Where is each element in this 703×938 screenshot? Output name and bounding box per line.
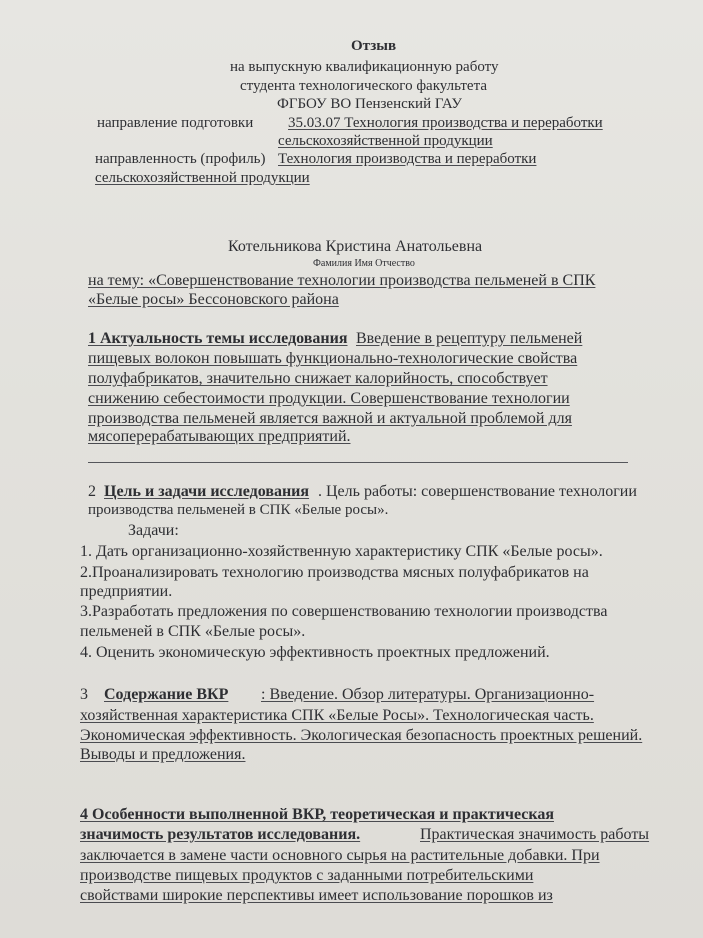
task-item: предприятии.: [80, 583, 173, 600]
profile-value-2: сельскохозяйственной продукции: [95, 170, 310, 186]
section-4-line: свойствами широкие перспективы имеет использование порошков из: [80, 887, 553, 904]
topic-line-2: «Белые росы» Бессоновского района: [88, 291, 339, 308]
header-line-2: студента технологического факультета: [240, 78, 487, 94]
header-line-3: ФГБОУ ВО Пензенский ГАУ: [277, 96, 463, 112]
task-item: 2.Проанализировать технологию производства мясных полуфабрикатов на: [80, 564, 589, 581]
profile-label: направленность (профиль): [95, 151, 266, 167]
section-2-heading: Цель и задачи исследования: [104, 483, 310, 500]
section-3-number: 3: [80, 686, 88, 703]
direction-value-1: 35.03.07 Технология производства и переработки: [288, 115, 603, 131]
task-item: 3.Разработать предложения по совершенствованию технологии производства: [80, 603, 608, 620]
topic-line-1: на тему: «Совершенствование технологии производства пельменей в СПК: [88, 272, 596, 289]
section-4-heading-line-1: 4 Особенности выполненной ВКР, теоретическая и практическая: [80, 806, 554, 823]
section-3-heading: Содержание ВКР: [104, 686, 229, 703]
student-name-caption: Фамилия Имя Отчество: [313, 258, 415, 269]
section-3-line: : Введение. Обзор литературы. Организационно-: [261, 686, 595, 703]
profile-value-1: Технология производства и переработки: [278, 151, 537, 167]
section-4-line: Практическая значимость работы: [420, 826, 650, 843]
section-1-line: производства пельменей является важной и актуальной проблемой для: [88, 410, 572, 427]
section-4-line: производстве пищевых продуктов с заданными потребительскими: [80, 867, 534, 884]
section-4-heading-line-2: значимость результатов исследования.: [80, 826, 361, 843]
direction-value-2: сельскохозяйственной продукции: [278, 133, 493, 149]
header-line-1: на выпускную квалификационную работу: [230, 59, 499, 75]
section-2-goal-line-2: производства пельменей в СПК «Белые росы».: [88, 502, 389, 518]
section-4-line: заключается в замене части основного сырья на растительные добавки. При: [80, 847, 600, 864]
section-2-goal-line-1: . Цель работы: совершенствование технологии: [318, 483, 637, 500]
section-2-number: 2: [88, 483, 96, 500]
section-1-line: Введение в рецептуру пельменей: [356, 330, 583, 347]
section-1-line: полуфабрикатов, значительно снижает калорийность, способствует: [88, 370, 548, 387]
section-1-line: пищевых волокон повышать функционально-технологические свойства: [88, 350, 578, 367]
section-divider: [88, 462, 628, 463]
student-name: Котельникова Кристина Анатольевна: [228, 238, 483, 255]
task-item: 1. Дать организационно-хозяйственную характеристику СПК «Белые росы».: [80, 543, 603, 560]
section-3-line: хозяйственная характеристика СПК «Белые Росы». Технологическая часть.: [80, 707, 594, 724]
section-3-line: Выводы и предложения.: [80, 746, 246, 763]
document-title: Отзыв: [351, 38, 397, 54]
section-1-line: снижению себестоимости продукции. Совершенствование технологии: [88, 390, 570, 407]
task-item: 4. Оценить экономическую эффективность проектных предложений.: [80, 644, 550, 661]
section-1-line: мясоперерабатывающих предприятий.: [88, 428, 351, 445]
direction-label: направление подготовки: [97, 115, 254, 131]
section-3-line: Экономическая эффективность. Экологическая безопасность проектных решений.: [80, 727, 643, 744]
task-item: пельменей в СПК «Белые росы».: [80, 623, 306, 640]
section-1-heading: 1 Актуальность темы исследования: [88, 330, 348, 347]
tasks-label: Задачи:: [128, 522, 179, 539]
